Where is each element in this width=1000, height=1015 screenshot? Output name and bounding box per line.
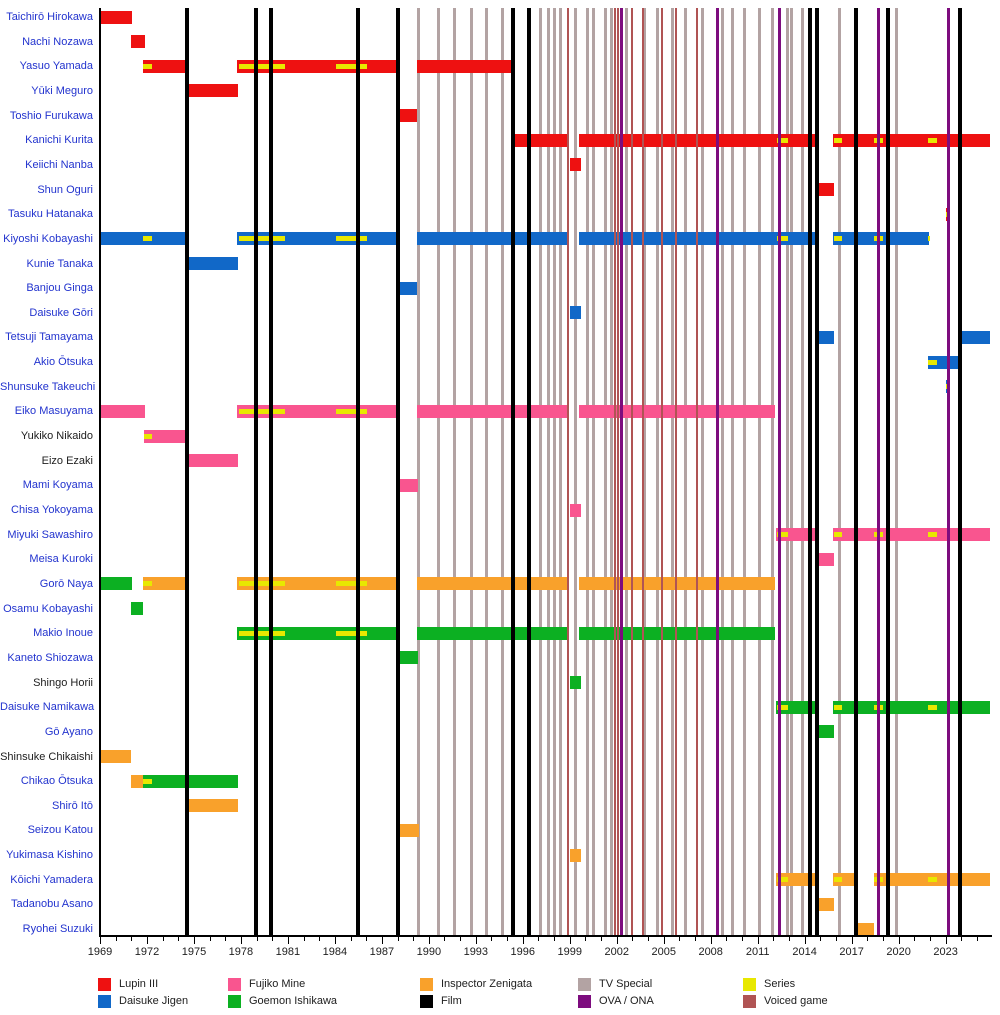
row-label-miyuki-sawashiro[interactable]: Miyuki Sawashiro xyxy=(7,528,93,541)
legend-swatch-zenigata xyxy=(420,978,433,991)
series-stripe xyxy=(143,581,152,586)
x-axis-major-tick xyxy=(288,937,289,944)
x-axis-tick-label: 1981 xyxy=(275,946,301,958)
x-axis-minor-tick xyxy=(789,937,790,941)
row-label-kanichi-kurita[interactable]: Kanichi Kurita xyxy=(25,134,93,147)
bar-zenigata xyxy=(131,775,143,788)
x-axis-minor-tick xyxy=(225,937,226,941)
series-stripe xyxy=(834,236,842,241)
event-line-tv_special xyxy=(743,8,746,935)
x-axis-minor-tick xyxy=(116,937,117,941)
x-axis-major-tick xyxy=(758,937,759,944)
x-axis-minor-tick xyxy=(507,937,508,941)
row-label-shun-oguri[interactable]: Shun Oguri xyxy=(37,183,93,196)
event-line-film xyxy=(269,8,273,935)
row-label-chisa-yokoyama[interactable]: Chisa Yokoyama xyxy=(11,504,93,516)
row-label-yasuo-yamada[interactable]: Yasuo Yamada xyxy=(19,60,93,73)
legend-swatch-jigen xyxy=(98,995,111,1008)
series-stripe xyxy=(239,64,285,69)
bar-goemon xyxy=(143,775,238,788)
row-label-shinsuke-chikaishi: Shinsuke Chikaishi xyxy=(0,750,93,763)
bar-fujiko xyxy=(817,553,834,566)
row-label-yukiko-nikaido: Yukiko Nikaido xyxy=(20,430,93,443)
x-axis-minor-tick xyxy=(726,937,727,941)
bar-lupin xyxy=(187,84,238,97)
bar-fujiko xyxy=(398,479,418,492)
event-line-ova xyxy=(947,8,950,935)
legend-label-voiced_game: Voiced game xyxy=(764,995,828,1007)
x-axis-tick-label: 1978 xyxy=(228,946,254,958)
row-label-tetsuji-tamayama[interactable]: Tetsuji Tamayama xyxy=(5,331,93,344)
x-axis-tick-label: 2017 xyxy=(839,946,864,958)
row-label-taichir-hirokawa[interactable]: Taichirō Hirokawa xyxy=(6,11,93,23)
bar-lupin xyxy=(570,158,581,171)
legend-swatch-series xyxy=(743,978,756,991)
legend-label-goemon: Goemon Ishikawa xyxy=(249,995,338,1007)
series-stripe xyxy=(336,409,367,414)
event-line-voiced_game xyxy=(661,8,663,935)
x-axis-minor-tick xyxy=(632,937,633,941)
event-line-tv_special xyxy=(592,8,595,935)
x-axis-minor-tick xyxy=(883,937,884,941)
x-axis-tick-label: 2014 xyxy=(792,946,817,958)
event-line-voiced_game xyxy=(675,8,677,935)
series-stripe xyxy=(834,138,842,143)
event-line-tv_special xyxy=(701,8,704,935)
event-line-tv_special xyxy=(501,8,504,935)
row-label-seizou-katou[interactable]: Seizou Katou xyxy=(27,824,93,837)
event-line-film xyxy=(254,8,258,935)
row-label-shingo-horii: Shingo Horii xyxy=(33,676,93,689)
x-axis-minor-tick xyxy=(695,937,696,941)
event-line-film xyxy=(854,8,858,935)
x-axis-tick-label: 1972 xyxy=(134,946,160,958)
bar-fujiko xyxy=(100,405,145,418)
row-label-tadanobu-asano[interactable]: Tadanobu Asano xyxy=(11,898,93,911)
x-axis-minor-tick xyxy=(163,937,164,941)
row-label-akio-tsuka[interactable]: Akio Ōtsuka xyxy=(33,356,93,369)
x-axis-major-tick xyxy=(100,937,101,944)
event-line-tv_special xyxy=(771,8,774,935)
x-axis-major-tick xyxy=(476,937,477,944)
x-axis-minor-tick xyxy=(366,937,367,941)
event-line-tv_special xyxy=(453,8,456,935)
bar-lupin xyxy=(417,60,513,73)
bar-zenigata xyxy=(817,898,834,911)
event-line-tv_special xyxy=(684,8,687,935)
x-axis xyxy=(99,935,992,937)
row-label-y-ki-meguro[interactable]: Yūki Meguro xyxy=(31,84,93,97)
series-stripe xyxy=(239,581,285,586)
bar-fujiko xyxy=(417,405,569,418)
row-label-tasuku-hatanaka[interactable]: Tasuku Hatanaka xyxy=(8,208,93,221)
legend-swatch-tv_special xyxy=(578,978,591,991)
bar-zenigata xyxy=(856,923,874,936)
row-label-osamu-kobayashi[interactable]: Osamu Kobayashi xyxy=(3,602,93,615)
bar-jigen xyxy=(961,331,990,344)
x-axis-minor-tick xyxy=(444,937,445,941)
bar-lupin xyxy=(100,11,132,24)
x-axis-minor-tick xyxy=(304,937,305,941)
row-label-kaneto-shiozawa[interactable]: Kaneto Shiozawa xyxy=(7,651,93,664)
series-stripe xyxy=(336,64,367,69)
x-axis-minor-tick xyxy=(178,937,179,941)
event-line-tv_special xyxy=(586,8,589,935)
bar-zenigata xyxy=(398,824,419,837)
x-axis-minor-tick xyxy=(585,937,586,941)
legend-swatch-goemon xyxy=(228,995,241,1008)
event-line-tv_special xyxy=(437,8,440,935)
series-stripe xyxy=(928,236,930,241)
event-line-tv_special xyxy=(485,8,488,935)
row-label-makio-inoue[interactable]: Makio Inoue xyxy=(33,627,93,640)
event-line-voiced_game xyxy=(567,8,569,935)
bar-jigen xyxy=(817,331,834,344)
row-label-kunie-tanaka[interactable]: Kunie Tanaka xyxy=(26,257,93,270)
legend-label-lupin: Lupin III xyxy=(119,978,159,990)
x-axis-major-tick xyxy=(523,937,524,944)
legend-swatch-lupin xyxy=(98,978,111,991)
x-axis-minor-tick xyxy=(836,937,837,941)
event-line-voiced_game xyxy=(696,8,698,935)
x-axis-minor-tick xyxy=(131,937,132,941)
event-line-tv_special xyxy=(838,8,841,935)
event-line-ova xyxy=(877,8,880,935)
x-axis-tick-label: 1999 xyxy=(557,946,583,958)
series-stripe xyxy=(928,877,937,882)
event-line-film xyxy=(815,8,819,935)
bar-goemon xyxy=(398,651,418,664)
x-axis-tick-label: 1996 xyxy=(510,946,536,958)
bar-lupin xyxy=(513,134,569,147)
series-stripe xyxy=(144,434,152,439)
series-stripe xyxy=(239,631,285,636)
x-axis-tick-label: 2005 xyxy=(651,946,676,958)
event-line-tv_special xyxy=(604,8,607,935)
event-line-tv_special xyxy=(895,8,898,935)
x-axis-minor-tick xyxy=(977,937,978,941)
x-axis-major-tick xyxy=(194,937,195,944)
event-line-tv_special xyxy=(547,8,550,935)
bar-zenigata xyxy=(570,849,581,862)
x-axis-tick-label: 1987 xyxy=(369,946,395,958)
x-axis-tick-label: 2023 xyxy=(933,946,958,958)
row-label-shir-it-[interactable]: Shirō Itō xyxy=(52,799,93,812)
x-axis-minor-tick xyxy=(648,937,649,941)
row-label-g-ayano[interactable]: Gō Ayano xyxy=(44,725,93,738)
bar-jigen xyxy=(417,232,569,245)
x-axis-minor-tick xyxy=(460,937,461,941)
series-stripe xyxy=(143,64,152,69)
bar-goemon xyxy=(100,577,132,590)
x-axis-minor-tick xyxy=(961,937,962,941)
event-line-tv_special xyxy=(790,8,793,935)
row-label-daisuke-namikawa[interactable]: Daisuke Namikawa xyxy=(0,701,95,714)
event-line-tv_special xyxy=(671,8,674,935)
x-axis-minor-tick xyxy=(742,937,743,941)
series-stripe xyxy=(336,581,367,586)
bar-zenigata xyxy=(187,799,238,812)
bar-goemon xyxy=(417,627,569,640)
row-label-gor-naya[interactable]: Gorō Naya xyxy=(39,577,93,590)
event-line-tv_special xyxy=(786,8,789,935)
row-label-kiyoshi-kobayashi[interactable]: Kiyoshi Kobayashi xyxy=(3,232,93,245)
bar-lupin xyxy=(131,35,145,48)
x-axis-tick-label: 1975 xyxy=(181,946,207,958)
event-line-ova xyxy=(620,8,623,935)
x-axis-tick-label: 2008 xyxy=(698,946,723,958)
x-axis-minor-tick xyxy=(351,937,352,941)
legend-swatch-fujiko xyxy=(228,978,241,991)
legend-label-tv_special: TV Special xyxy=(599,978,653,990)
x-axis-minor-tick xyxy=(319,937,320,941)
x-axis-minor-tick xyxy=(554,937,555,941)
event-line-film xyxy=(396,8,400,935)
legend-swatch-ova xyxy=(578,995,591,1008)
legend-swatch-voiced_game xyxy=(743,995,756,1008)
series-stripe xyxy=(928,360,937,365)
legend-label-series: Series xyxy=(764,978,796,990)
x-axis-major-tick xyxy=(147,937,148,944)
legend-label-fujiko: Fujiko Mine xyxy=(249,978,306,990)
event-line-tv_special xyxy=(643,8,646,935)
x-axis-minor-tick xyxy=(930,937,931,941)
legend-label-film: Film xyxy=(441,995,462,1007)
event-line-voiced_game xyxy=(631,8,633,935)
legend-swatch-film xyxy=(420,995,433,1008)
row-label-eiko-masuyama[interactable]: Eiko Masuyama xyxy=(14,405,93,418)
x-axis-minor-tick xyxy=(398,937,399,941)
series-stripe xyxy=(834,532,842,537)
event-line-tv_special xyxy=(610,8,613,935)
event-line-film xyxy=(356,8,360,935)
x-axis-major-tick xyxy=(805,937,806,944)
event-line-film xyxy=(808,8,812,935)
series-stripe xyxy=(928,532,937,537)
row-label-meisa-kuroki[interactable]: Meisa Kuroki xyxy=(29,553,93,566)
series-stripe xyxy=(834,877,842,882)
row-label-eizo-ezaki: Eizo Ezaki xyxy=(41,454,93,467)
x-axis-major-tick xyxy=(664,937,665,944)
bar-goemon xyxy=(131,602,143,615)
series-stripe xyxy=(834,705,842,710)
x-axis-minor-tick xyxy=(257,937,258,941)
series-stripe xyxy=(239,236,285,241)
series-stripe xyxy=(928,138,937,143)
x-axis-major-tick xyxy=(570,937,571,944)
bar-goemon xyxy=(570,676,581,689)
bar-fujiko xyxy=(187,454,238,467)
x-axis-minor-tick xyxy=(413,937,414,941)
event-line-film xyxy=(527,8,531,935)
legend-label-zenigata: Inspector Zenigata xyxy=(441,978,533,990)
y-axis xyxy=(99,8,101,935)
event-line-tv_special xyxy=(559,8,562,935)
row-label-nachi-nozawa[interactable]: Nachi Nozawa xyxy=(22,35,93,48)
row-label-keiichi-nanba[interactable]: Keiichi Nanba xyxy=(25,158,93,171)
x-axis-major-tick xyxy=(382,937,383,944)
legend-label-ova: OVA / ONA xyxy=(599,995,654,1007)
event-line-voiced_game xyxy=(617,8,619,935)
event-line-voiced_game xyxy=(614,8,616,935)
bar-goemon xyxy=(817,725,834,738)
bar-zenigata xyxy=(100,750,131,763)
x-axis-major-tick xyxy=(899,937,900,944)
event-line-film xyxy=(185,8,189,935)
event-line-tv_special xyxy=(758,8,761,935)
x-axis-minor-tick xyxy=(820,937,821,941)
x-axis-tick-label: 1984 xyxy=(322,946,348,958)
row-label-shunsuke-takeuchi[interactable]: Shunsuke Takeuchi xyxy=(0,380,96,393)
event-line-tv_special xyxy=(470,8,473,935)
bar-lupin xyxy=(817,183,834,196)
x-axis-major-tick xyxy=(429,937,430,944)
event-line-ova xyxy=(778,8,781,935)
event-line-tv_special xyxy=(801,8,804,935)
x-axis-major-tick xyxy=(241,937,242,944)
series-stripe xyxy=(928,705,937,710)
row-label-toshio-furukawa[interactable]: Toshio Furukawa xyxy=(9,109,93,122)
series-stripe xyxy=(239,409,285,414)
series-stripe xyxy=(336,631,367,636)
x-axis-major-tick xyxy=(335,937,336,944)
x-axis-major-tick xyxy=(617,937,618,944)
row-label-ryohei-suzuki[interactable]: Ryohei Suzuki xyxy=(22,923,93,936)
event-line-voiced_game xyxy=(642,8,644,935)
event-line-tv_special xyxy=(625,8,628,935)
event-line-tv_special xyxy=(553,8,556,935)
event-line-tv_special xyxy=(417,8,420,935)
row-label-daisuke-g-ri[interactable]: Daisuke Gōri xyxy=(29,306,93,319)
bar-fujiko xyxy=(570,504,581,517)
x-axis-tick-label: 2002 xyxy=(604,946,629,958)
event-line-film xyxy=(958,8,962,935)
bar-jigen xyxy=(570,306,581,319)
series-stripe xyxy=(143,236,152,241)
x-axis-minor-tick xyxy=(491,937,492,941)
event-line-film xyxy=(511,8,515,935)
x-axis-major-tick xyxy=(852,937,853,944)
x-axis-tick-label: 1990 xyxy=(416,946,442,958)
event-line-tv_special xyxy=(721,8,724,935)
x-axis-minor-tick xyxy=(538,937,539,941)
x-axis-minor-tick xyxy=(914,937,915,941)
x-axis-minor-tick xyxy=(210,937,211,941)
x-axis-minor-tick xyxy=(272,937,273,941)
event-line-tv_special xyxy=(539,8,542,935)
x-axis-major-tick xyxy=(711,937,712,944)
bar-jigen xyxy=(187,257,238,270)
x-axis-major-tick xyxy=(946,937,947,944)
event-line-tv_special xyxy=(656,8,659,935)
row-label-mami-koyama[interactable]: Mami Koyama xyxy=(22,479,93,492)
bar-lupin xyxy=(398,109,418,122)
row-label-chikao-tsuka[interactable]: Chikao Ōtsuka xyxy=(20,775,93,788)
row-label-k-ichi-yamadera[interactable]: Kōichi Yamadera xyxy=(10,873,93,886)
bar-zenigata xyxy=(417,577,569,590)
x-axis-tick-label: 1969 xyxy=(87,946,113,958)
row-label-yukimasa-kishino[interactable]: Yukimasa Kishino xyxy=(6,849,93,862)
series-stripe xyxy=(336,236,367,241)
x-axis-tick-label: 2011 xyxy=(745,946,770,958)
row-label-banjou-ginga[interactable]: Banjou Ginga xyxy=(26,282,93,295)
x-axis-minor-tick xyxy=(601,937,602,941)
x-axis-minor-tick xyxy=(867,937,868,941)
event-line-film xyxy=(886,8,890,935)
event-line-ova xyxy=(716,8,719,935)
event-line-tv_special xyxy=(574,8,577,935)
series-stripe xyxy=(143,779,152,784)
x-axis-minor-tick xyxy=(679,937,680,941)
event-line-tv_special xyxy=(731,8,734,935)
legend-label-jigen: Daisuke Jigen xyxy=(119,995,189,1007)
x-axis-tick-label: 1993 xyxy=(463,946,489,958)
x-axis-minor-tick xyxy=(773,937,774,941)
x-axis-tick-label: 2020 xyxy=(886,946,911,958)
bar-jigen xyxy=(398,282,418,295)
